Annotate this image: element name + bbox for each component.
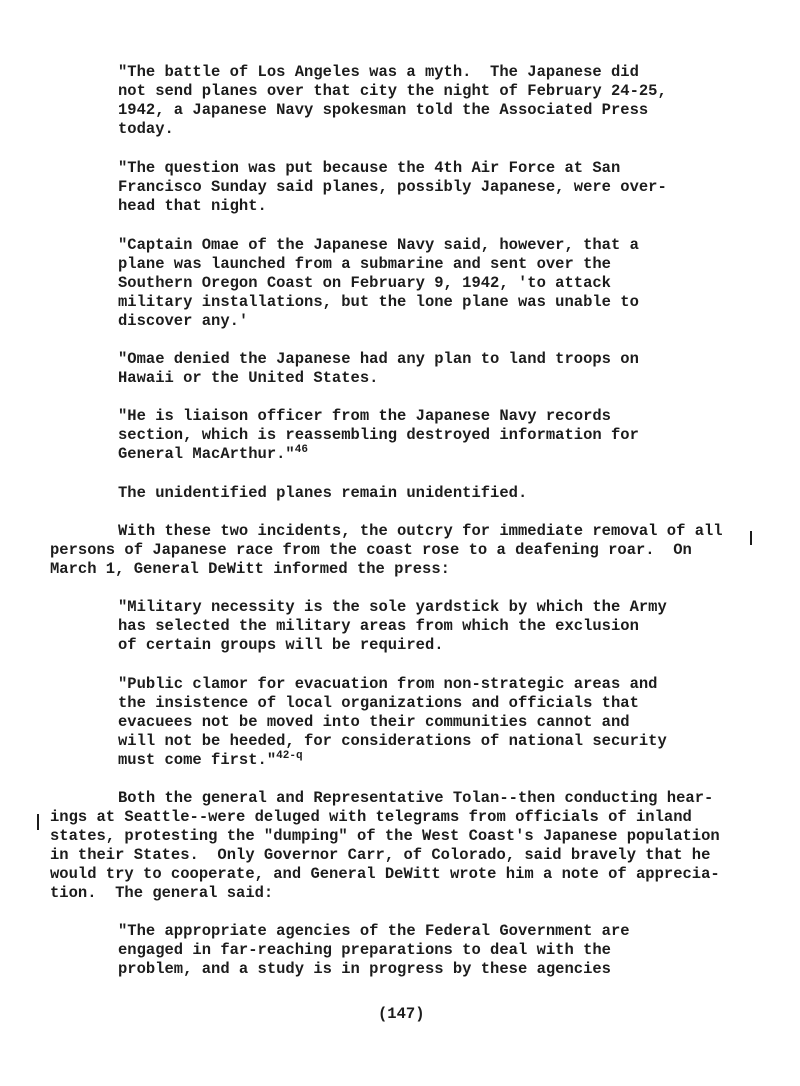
quote-line: evacuees not be moved into their communities cannot and	[118, 713, 630, 731]
quote-line: section, which is reassembling destroyed information for	[118, 426, 639, 444]
paragraph-line: March 1, General DeWitt informed the press:	[50, 560, 450, 578]
footnote-reference: 46	[294, 444, 308, 456]
paragraph-line: would try to cooperate, and General DeWitt wrote him a note of apprecia-	[50, 865, 720, 883]
quote-line: "The question was put because the 4th Air Force at San	[118, 159, 621, 177]
quote-line: "Military necessity is the sole yardstick by which the Army	[118, 598, 667, 616]
quote-line: Hawaii or the United States.	[118, 369, 379, 387]
quote-line: discover any.'	[118, 312, 249, 330]
quote-line: Southern Oregon Coast on February 9, 1942, 'to attack	[118, 274, 611, 292]
quote-text: General MacArthur."	[118, 445, 295, 463]
page-number: (147)	[378, 1005, 425, 1023]
quote-line: will not be heeded, for considerations of national security	[118, 732, 667, 750]
quote-line: not send planes over that city the night of February 24-25,	[118, 82, 667, 100]
margin-mark	[37, 814, 39, 830]
paragraph-line: tion. The general said:	[50, 884, 274, 902]
quote-line: of certain groups will be required.	[118, 636, 444, 654]
quote-line: Francisco Sunday said planes, possibly Japanese, were over-	[118, 178, 667, 196]
quote-line	[118, 445, 308, 464]
paragraph-line: persons of Japanese race from the coast rose to a deafening roar. On	[50, 541, 692, 559]
quote-line: today.	[118, 120, 174, 138]
paragraph-line: ings at Seattle--were deluged with telegrams from officials of inland	[50, 808, 692, 826]
quote-line: "He is liaison officer from the Japanese Navy records	[118, 407, 611, 425]
quote-line: has selected the military areas from which the exclusion	[118, 617, 639, 635]
quote-line: the insistence of local organizations and officials that	[118, 694, 639, 712]
quote-line: "Captain Omae of the Japanese Navy said, however, that a	[118, 236, 639, 254]
margin-mark	[750, 531, 752, 545]
standalone-line: The unidentified planes remain unidentified.	[118, 484, 528, 502]
footnote-reference: 42-q	[276, 750, 303, 762]
quote-line: military installations, but the lone plane was unable to	[118, 293, 639, 311]
quote-text: must come first."	[118, 751, 277, 769]
paragraph-line: With these two incidents, the outcry for immediate removal of all	[118, 522, 723, 540]
paragraph-line: states, protesting the "dumping" of the West Coast's Japanese population	[50, 827, 720, 845]
quote-line: "Omae denied the Japanese had any plan to land troops on	[118, 350, 639, 368]
quote-line: head that night.	[118, 197, 267, 215]
quote-line: "The appropriate agencies of the Federal Government are	[118, 922, 630, 940]
quote-line: problem, and a study is in progress by these agencies	[118, 960, 611, 978]
quote-line: plane was launched from a submarine and sent over the	[118, 255, 611, 273]
quote-line: "The battle of Los Angeles was a myth. The Japanese did	[118, 63, 639, 81]
quote-line: engaged in far-reaching preparations to deal with the	[118, 941, 611, 959]
quote-line: 1942, a Japanese Navy spokesman told the Associated Press	[118, 101, 649, 119]
quote-line	[118, 751, 303, 770]
paragraph-line: in their States. Only Governor Carr, of Colorado, said bravely that he	[50, 846, 711, 864]
quote-line: "Public clamor for evacuation from non-strategic areas and	[118, 675, 658, 693]
paragraph-line: Both the general and Representative Tolan--then conducting hear-	[118, 789, 714, 807]
